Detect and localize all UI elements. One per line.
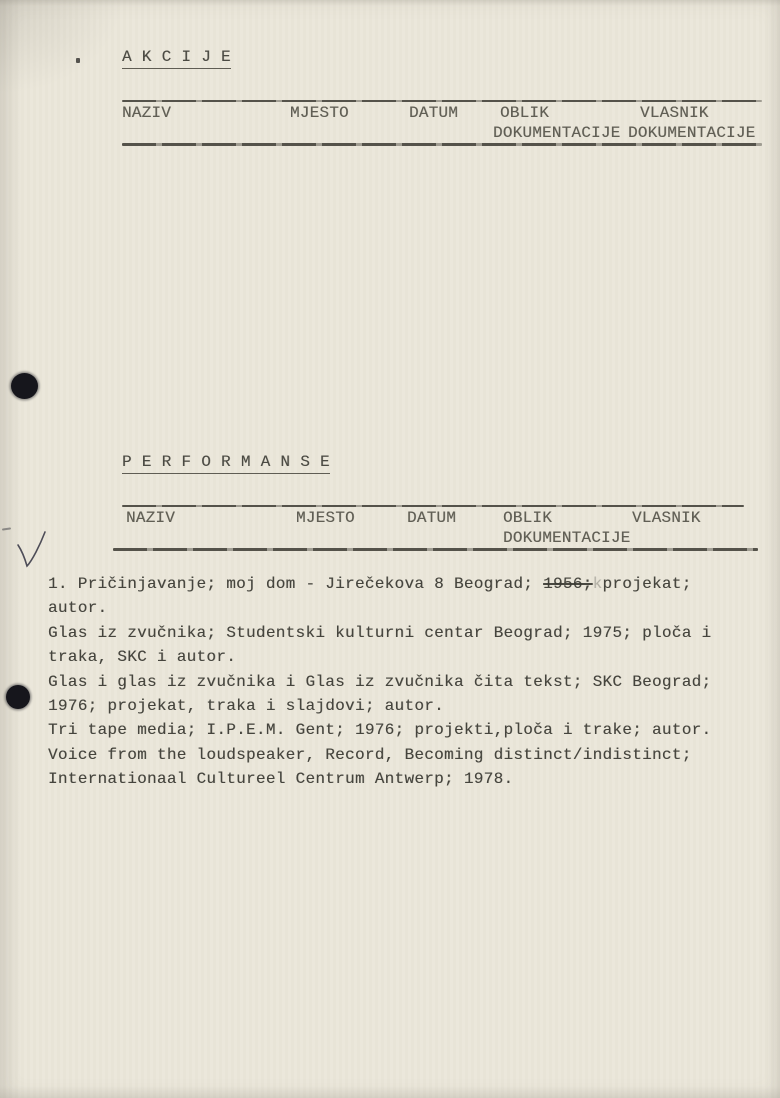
table-rule — [113, 548, 758, 550]
column-header-datum: DATUM — [407, 509, 457, 528]
faint-overtype: k — [592, 575, 603, 593]
column-header-mjesto: MJESTO — [290, 104, 349, 123]
table-rule — [122, 505, 744, 507]
column-header-naziv: NAZIV — [122, 104, 172, 123]
entry-line: autor. — [48, 599, 108, 618]
column-header-mjesto: MJESTO — [296, 509, 355, 528]
entry-line: Glas i glas iz zvučnika i Glas iz zvučnika čita tekst; SKC Beograd; — [48, 672, 712, 691]
entry-line — [48, 572, 758, 596]
column-header-vlasnik-dokumentacije: DOKUMENTACIJE — [628, 123, 756, 142]
header-subrow — [126, 529, 758, 547]
entry-line: Voice from the loudspeaker, Record, Becoming distinct/indistinct; — [48, 745, 692, 764]
ink-speck — [76, 58, 80, 63]
section-title-performanse: P E R F O R M A N S E — [122, 453, 330, 474]
handwritten-checkmark-icon — [8, 524, 54, 576]
column-header-datum: DATUM — [409, 104, 459, 123]
struck-text: 1956; — [543, 575, 593, 593]
column-header-vlasnik: VLASNIK — [632, 509, 701, 528]
table-rule — [122, 143, 762, 145]
table-rule — [122, 100, 762, 102]
table-header-performanse — [126, 505, 758, 551]
table-header-akcije — [122, 100, 762, 146]
header-row — [122, 104, 762, 122]
hole-punch-bottom — [6, 685, 30, 709]
section-title-akcije: A K C I J E — [122, 48, 231, 69]
entry-line: traka, SKC i autor. — [48, 648, 237, 667]
column-header-oblik-dokumentacije: DOKUMENTACIJE — [493, 123, 621, 142]
column-header-oblik-dokumentacije: DOKUMENTACIJE — [503, 528, 631, 547]
column-header-naziv: NAZIV — [126, 509, 176, 528]
entry-line: Internationaal Cultureel Centrum Antwerp; 1978. — [48, 770, 514, 789]
header-subrow — [122, 124, 762, 142]
entries-list — [48, 572, 758, 792]
header-row — [126, 509, 758, 527]
entry-text: projekat; — [602, 575, 692, 593]
entry-line: 1976; projekat, traka i slajdovi; autor. — [48, 697, 445, 716]
column-header-oblik: OBLIK — [503, 509, 553, 528]
column-header-vlasnik: VLASNIK — [640, 104, 709, 123]
entry-line: Tri tape media; I.P.E.M. Gent; 1976; projekti,ploča i trake; autor. — [48, 721, 712, 740]
hole-punch-top — [11, 373, 38, 399]
entry-line: Glas iz zvučnika; Studentski kulturni centar Beograd; 1975; ploča i — [48, 623, 712, 642]
column-header-oblik: OBLIK — [500, 104, 550, 123]
entry-text: 1. Pričinjavanje; moj dom - Jirečekova 8 Beograd; — [48, 575, 544, 593]
